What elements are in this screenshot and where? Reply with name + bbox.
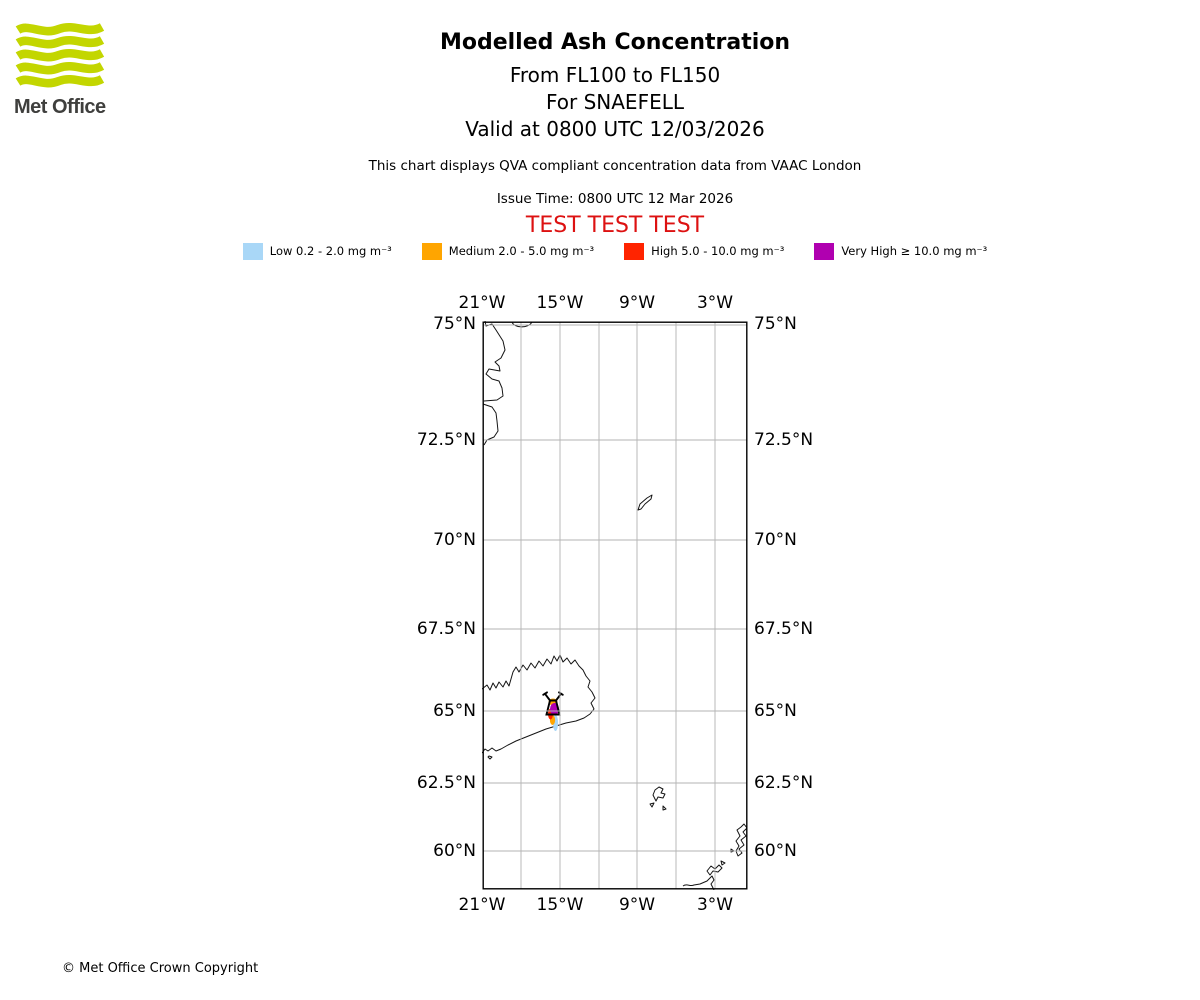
met-office-wordmark: Met Office [14, 96, 106, 118]
test-banner: TEST TEST TEST [525, 213, 705, 238]
lat-tick-right-70n: 70°N [754, 530, 797, 550]
very-high-swatch [814, 243, 834, 260]
lat-tick-right-65n: 65°N [754, 701, 797, 721]
lat-tick-right-60n: 60°N [754, 841, 797, 861]
faroe-main [653, 787, 665, 801]
lat-tick-left-67-5n: 67.5°N [416, 619, 476, 639]
lat-tick-left-70n: 70°N [433, 530, 476, 550]
lon-tick-top-21w: 21°W [458, 293, 506, 313]
iceland-coast [482, 655, 595, 753]
low-label: Low 0.2 - 2.0 mg m⁻³ [269, 244, 392, 258]
medium-swatch [422, 243, 442, 260]
legend-item-medium [422, 243, 594, 260]
qva-compliance-note: This chart displays QVA compliant concentration data from VAAC London [368, 158, 862, 174]
faroe-islet-2 [663, 806, 666, 810]
faroe-islet-1 [650, 803, 654, 807]
lon-tick-top-3w: 3°W [696, 293, 734, 313]
lat-tick-left-60n: 60°N [433, 841, 476, 861]
iceland-islet [488, 756, 492, 759]
page-title: Modelled Ash Concentration [439, 30, 791, 55]
lat-tick-left-62-5n: 62.5°N [416, 773, 476, 793]
lat-tick-right-67-5n: 67.5°N [754, 619, 814, 639]
lon-tick-bottom-3w: 3°W [696, 895, 734, 915]
lon-tick-bottom-21w: 21°W [458, 895, 506, 915]
scotland-coast [683, 876, 714, 890]
graticule [483, 322, 748, 890]
valid-time-subtitle: Valid at 0800 UTC 12/03/2026 [465, 117, 765, 141]
ash-concentration-map [482, 321, 748, 890]
orkney-islet [721, 861, 725, 865]
crown-copyright: © Met Office Crown Copyright [62, 961, 259, 976]
medium-label: Medium 2.0 - 5.0 mg m⁻³ [448, 244, 595, 258]
orkney-islands [707, 865, 722, 875]
greenland-coast-lower [483, 404, 498, 445]
lat-tick-right-72-5n: 72.5°N [754, 430, 814, 450]
shetland-islet [731, 849, 734, 852]
coastlines [482, 321, 747, 890]
lon-tick-bottom-15w: 15°W [536, 895, 584, 915]
lat-tick-left-72-5n: 72.5°N [416, 430, 476, 450]
legend-item-very-high [814, 243, 987, 260]
greenland-coast [484, 321, 505, 401]
volcano-subtitle: For SNAEFELL [545, 90, 684, 114]
very-high-label: Very High ≥ 10.0 mg m⁻³ [841, 244, 988, 258]
legend-item-low [243, 243, 392, 260]
flight-level-subtitle: From FL100 to FL150 [509, 63, 721, 87]
issue-time: Issue Time: 0800 UTC 12 Mar 2026 [496, 191, 734, 207]
lat-tick-left-65n: 65°N [433, 701, 476, 721]
lat-tick-right-75n: 75°N [754, 314, 797, 334]
high-swatch [624, 243, 644, 260]
low-swatch [243, 243, 263, 260]
lon-tick-top-9w: 9°W [618, 293, 656, 313]
legend-item-high [624, 243, 784, 260]
jan-mayen-island [638, 495, 652, 510]
high-label: High 5.0 - 10.0 mg m⁻³ [651, 244, 785, 258]
lat-tick-right-62-5n: 62.5°N [754, 773, 814, 793]
lat-tick-left-75n: 75°N [433, 314, 476, 334]
lon-tick-bottom-9w: 9°W [618, 895, 656, 915]
lon-tick-top-15w: 15°W [536, 293, 584, 313]
concentration-legend [30, 243, 1200, 260]
map-border [483, 322, 747, 889]
